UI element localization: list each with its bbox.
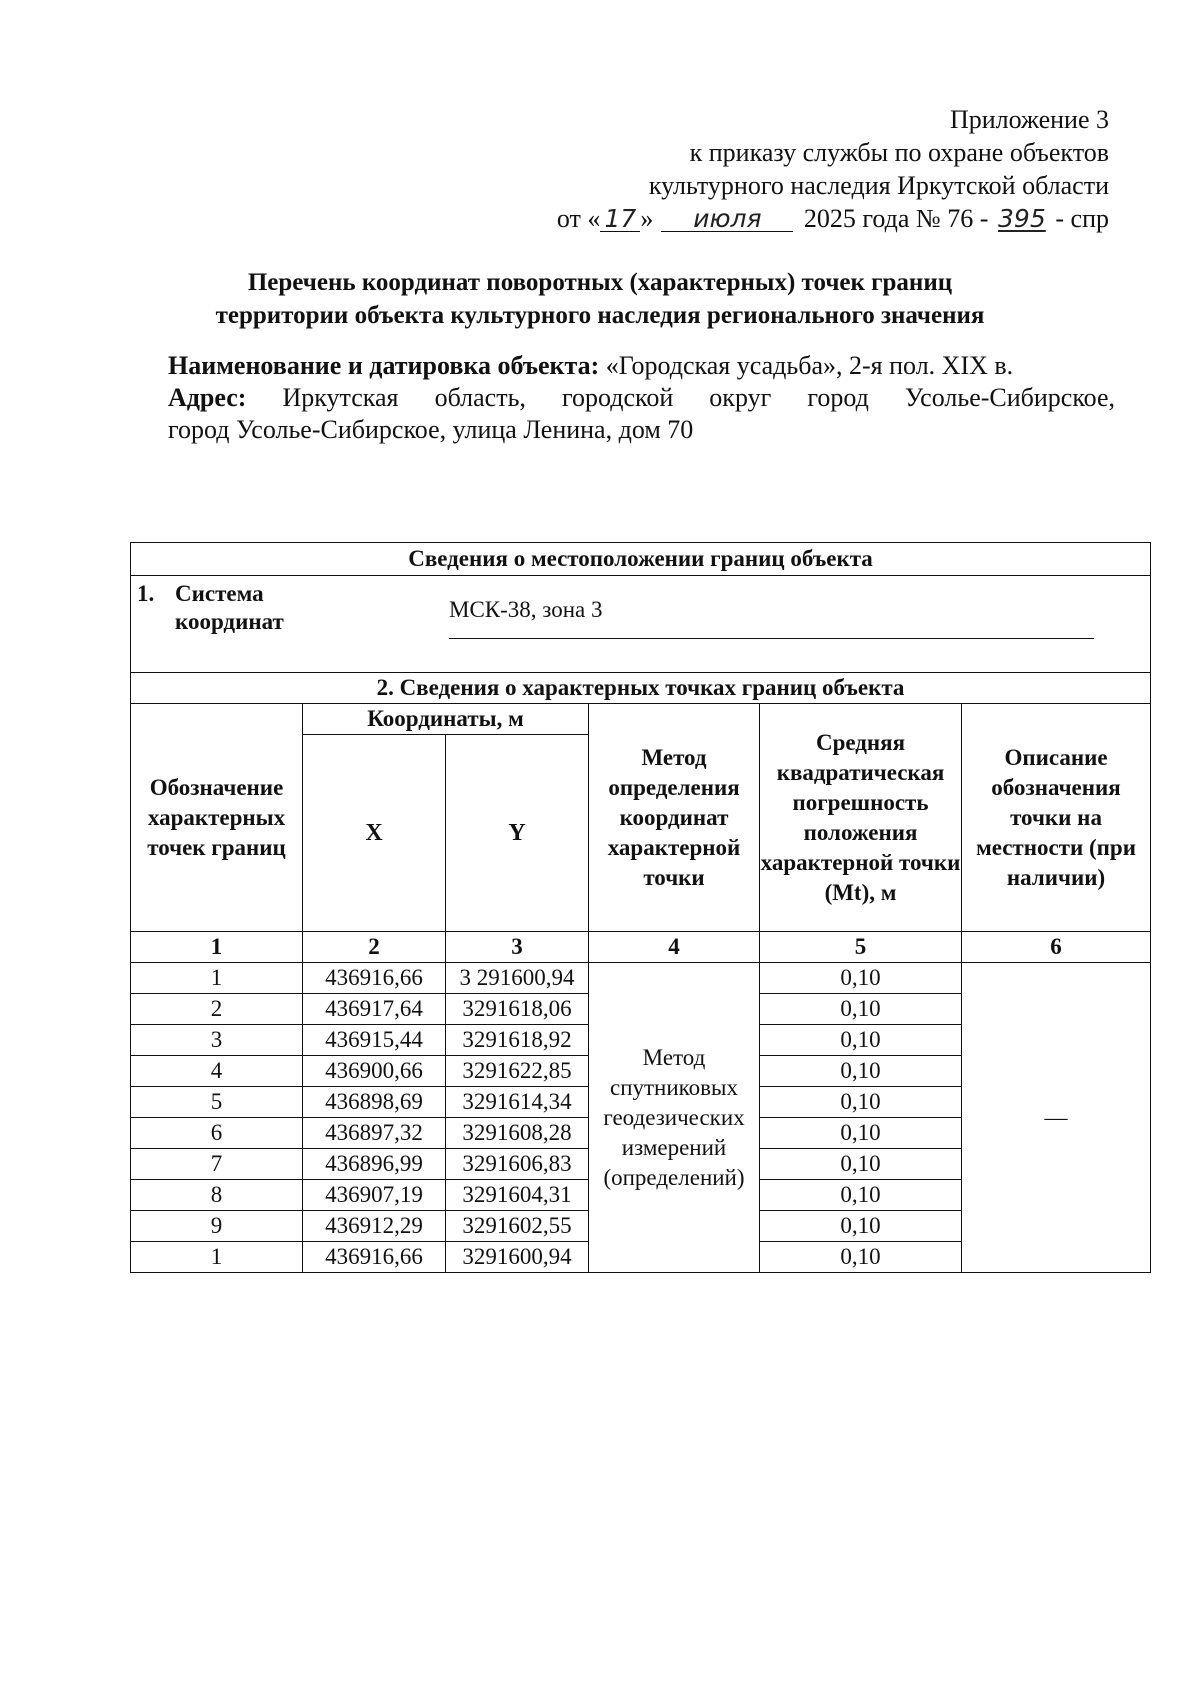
y-cell: 3291614,34: [446, 1087, 589, 1118]
y-cell: 3291600,94: [446, 1242, 589, 1273]
y-cell: 3291622,85: [446, 1056, 589, 1087]
x-cell: 436900,66: [303, 1056, 446, 1087]
coordinate-system-label-1: Система: [175, 581, 264, 606]
object-address-line-2: город Усолье-Сибирское, улица Ленина, дом 70: [168, 415, 694, 444]
mt-cell: 0,10: [760, 1118, 962, 1149]
mt-cell: 0,10: [760, 1056, 962, 1087]
y-cell: 3291606,83: [446, 1149, 589, 1180]
col-coords-header: Координаты, м: [303, 704, 589, 735]
x-cell: 436915,44: [303, 1025, 446, 1056]
appendix-header: [557, 103, 1109, 235]
col-desc-header: Описание обозначения точки на местности (при наличии): [962, 704, 1151, 932]
point-cell: 5: [131, 1087, 303, 1118]
object-address-label: Адрес:: [168, 383, 247, 412]
column-index-row: [131, 932, 1151, 963]
handwritten-order-number: 395: [998, 204, 1046, 233]
y-cell: 3291602,55: [446, 1211, 589, 1242]
column-index-cell: 1: [131, 932, 303, 963]
mt-cell: 0,10: [760, 1242, 962, 1273]
coordinate-system-number: 1.: [137, 581, 155, 606]
mt-cell: 0,10: [760, 1025, 962, 1056]
mt-cell: 0,10: [760, 1180, 962, 1211]
date-prefix: от «: [556, 204, 601, 233]
mt-cell: 0,10: [760, 1087, 962, 1118]
point-cell: 8: [131, 1180, 303, 1211]
point-cell: 1: [131, 963, 303, 994]
point-cell: 4: [131, 1056, 303, 1087]
column-index-cell: 6: [962, 932, 1151, 963]
point-cell: 3: [131, 1025, 303, 1056]
handwritten-month: июля: [661, 207, 793, 232]
point-cell: 9: [131, 1211, 303, 1242]
col-error-header: Средняя квадратическая погрешность положения характерной точки (Mt), м: [760, 704, 962, 932]
coordinate-system-label: [137, 580, 284, 636]
appendix-line-2: к приказу службы по охране объектов: [689, 138, 1109, 167]
mt-cell: 0,10: [760, 1211, 962, 1242]
appendix-line-3: культурного наследия Иркутской области: [648, 171, 1109, 200]
x-cell: 436916,66: [303, 1242, 446, 1273]
object-info: [168, 350, 1115, 446]
object-address-row: [168, 382, 1115, 414]
coordinates-table: [130, 542, 1151, 1273]
title-line-2: территории объекта культурного наследия регионального значения: [215, 302, 985, 329]
col-method-header: Метод определения координат характерной точки: [589, 704, 760, 932]
point-cell: 7: [131, 1149, 303, 1180]
x-cell: 436896,99: [303, 1149, 446, 1180]
object-name-label: Наименование и датировка объекта:: [168, 351, 600, 380]
x-cell: 436897,32: [303, 1118, 446, 1149]
point-cell: 1: [131, 1242, 303, 1273]
document-title: [100, 266, 1100, 332]
point-cell: 2: [131, 994, 303, 1025]
title-line-1: Перечень координат поворотных (характерных) точек границ: [247, 269, 953, 296]
col-point-header: Обозначение характерных точек границ: [131, 704, 303, 932]
object-address-line-1: Иркутская область, городской округ город Усолье-Сибирское,: [282, 383, 1115, 412]
date-mid: »: [640, 204, 654, 233]
object-name-value: «Городская усадьба», 2-я пол. XIX в.: [605, 351, 1014, 380]
object-name-row: [168, 350, 1115, 382]
coordinate-system-underline: [449, 638, 1094, 639]
y-cell: 3291604,31: [446, 1180, 589, 1211]
x-cell: 436912,29: [303, 1211, 446, 1242]
points-title: 2. Сведения о характерных точках границ объекта: [131, 673, 1151, 704]
column-index-cell: 3: [446, 932, 589, 963]
coordinate-system-cell: [131, 576, 1151, 673]
table-row: [131, 963, 1151, 994]
x-cell: 436917,64: [303, 994, 446, 1025]
method-cell: Метод спутниковых геодезических измерений (определений): [589, 963, 760, 1273]
handwritten-day: 17: [600, 207, 640, 232]
point-cell: 6: [131, 1118, 303, 1149]
column-index-cell: 2: [303, 932, 446, 963]
column-index-cell: 5: [760, 932, 962, 963]
mt-cell: 0,10: [760, 963, 962, 994]
mt-cell: 0,10: [760, 1149, 962, 1180]
y-cell: 3291618,06: [446, 994, 589, 1025]
coordinate-system-value: МСК-38, зона 3: [449, 597, 603, 622]
y-cell: 3291618,92: [446, 1025, 589, 1056]
appendix-line-1: Приложение 3: [949, 105, 1109, 134]
col-y-header: Y: [446, 735, 589, 932]
col-x-header: X: [303, 735, 446, 932]
coordinate-system-label-2: координат: [175, 609, 284, 634]
order-suffix: - спр: [1055, 204, 1109, 233]
x-cell: 436907,19: [303, 1180, 446, 1211]
column-index-cell: 4: [589, 932, 760, 963]
description-cell: —: [962, 963, 1151, 1273]
mt-cell: 0,10: [760, 994, 962, 1025]
y-cell: 3291608,28: [446, 1118, 589, 1149]
section-title: Сведения о местоположении границ объекта: [131, 543, 1151, 576]
appendix-date-line: [557, 202, 1109, 235]
x-cell: 436916,66: [303, 963, 446, 994]
y-cell: 3 291600,94: [446, 963, 589, 994]
date-year: 2025 года № 76 -: [803, 204, 989, 233]
x-cell: 436898,69: [303, 1087, 446, 1118]
